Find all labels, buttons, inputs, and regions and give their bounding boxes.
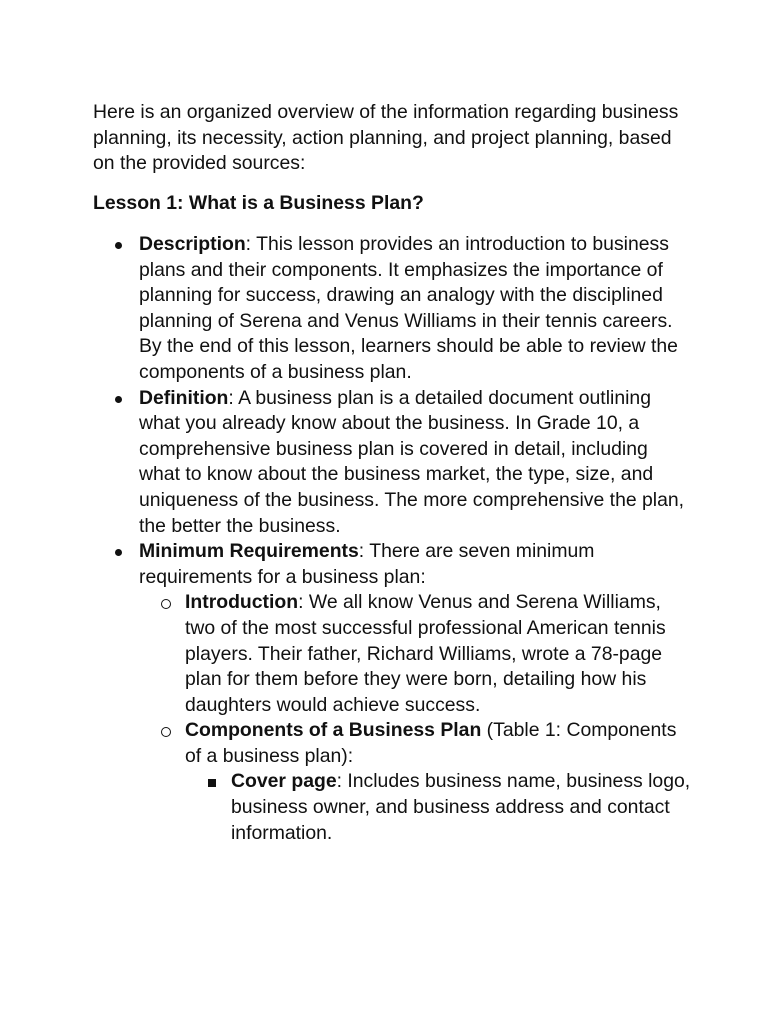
lesson-heading: Lesson 1: What is a Business Plan?	[93, 192, 424, 214]
item-term: Description	[139, 233, 246, 255]
requirements-sublist	[139, 590, 693, 846]
sublist-item-introduction	[139, 590, 693, 718]
intro-paragraph: Here is an organized overview of the information regarding business planning, its necessity, action planning, and project planning, based on the provided sources:	[93, 101, 679, 175]
item-text: : This lesson provides an introduction to business plans and their components. It emphasizes the importance of planning for success, drawing an analogy with the disciplined planning of Serena and Venus Williams in their tennis careers. By the end of this lesson, learners should be able to review the components of a business plan.	[139, 233, 678, 383]
components-sublist	[185, 769, 693, 846]
sublist-item-components	[139, 718, 693, 846]
bullet-dot-icon	[115, 539, 122, 565]
subitem-term: Introduction	[185, 591, 299, 614]
component-text: : Includes business name, business logo, business owner, and business address and contact information.	[231, 770, 691, 844]
list-item-description	[93, 232, 693, 386]
main-bullet-list	[93, 232, 693, 846]
list-item-minimum-requirements	[93, 539, 693, 846]
bullet-circle-icon	[161, 718, 171, 746]
list-item-definition	[93, 386, 693, 540]
item-term: Definition	[139, 386, 229, 409]
component-term: Cover page	[231, 770, 337, 793]
item-text: : There are seven minimum requirements for a business plan:	[139, 540, 595, 588]
sublist-item-cover-page	[185, 769, 693, 846]
subitem-text: (Table 1: Components of a business plan):	[185, 719, 677, 767]
bullet-dot-icon	[115, 232, 122, 258]
item-text: : A business plan is a detailed document outlining what you already know about the business. In Grade 10, a comprehensive business plan is covered in detail, including what to know about the business market, the type, size, and uniqueness of the business. The more comprehensive the plan, the better the business.	[139, 386, 685, 537]
bullet-square-icon	[208, 769, 216, 796]
bullet-dot-icon	[115, 386, 122, 412]
subitem-term: Components of a Business Plan	[185, 719, 482, 742]
subitem-text: : We all know Venus and Serena Williams, two of the most successful professional American tennis players. Their father, Richard Williams, wrote a 78-page plan for them before they were born, detailing how his daughters would achieve success.	[185, 591, 666, 716]
bullet-circle-icon	[161, 590, 171, 618]
item-term: Minimum Requirements	[139, 540, 359, 563]
